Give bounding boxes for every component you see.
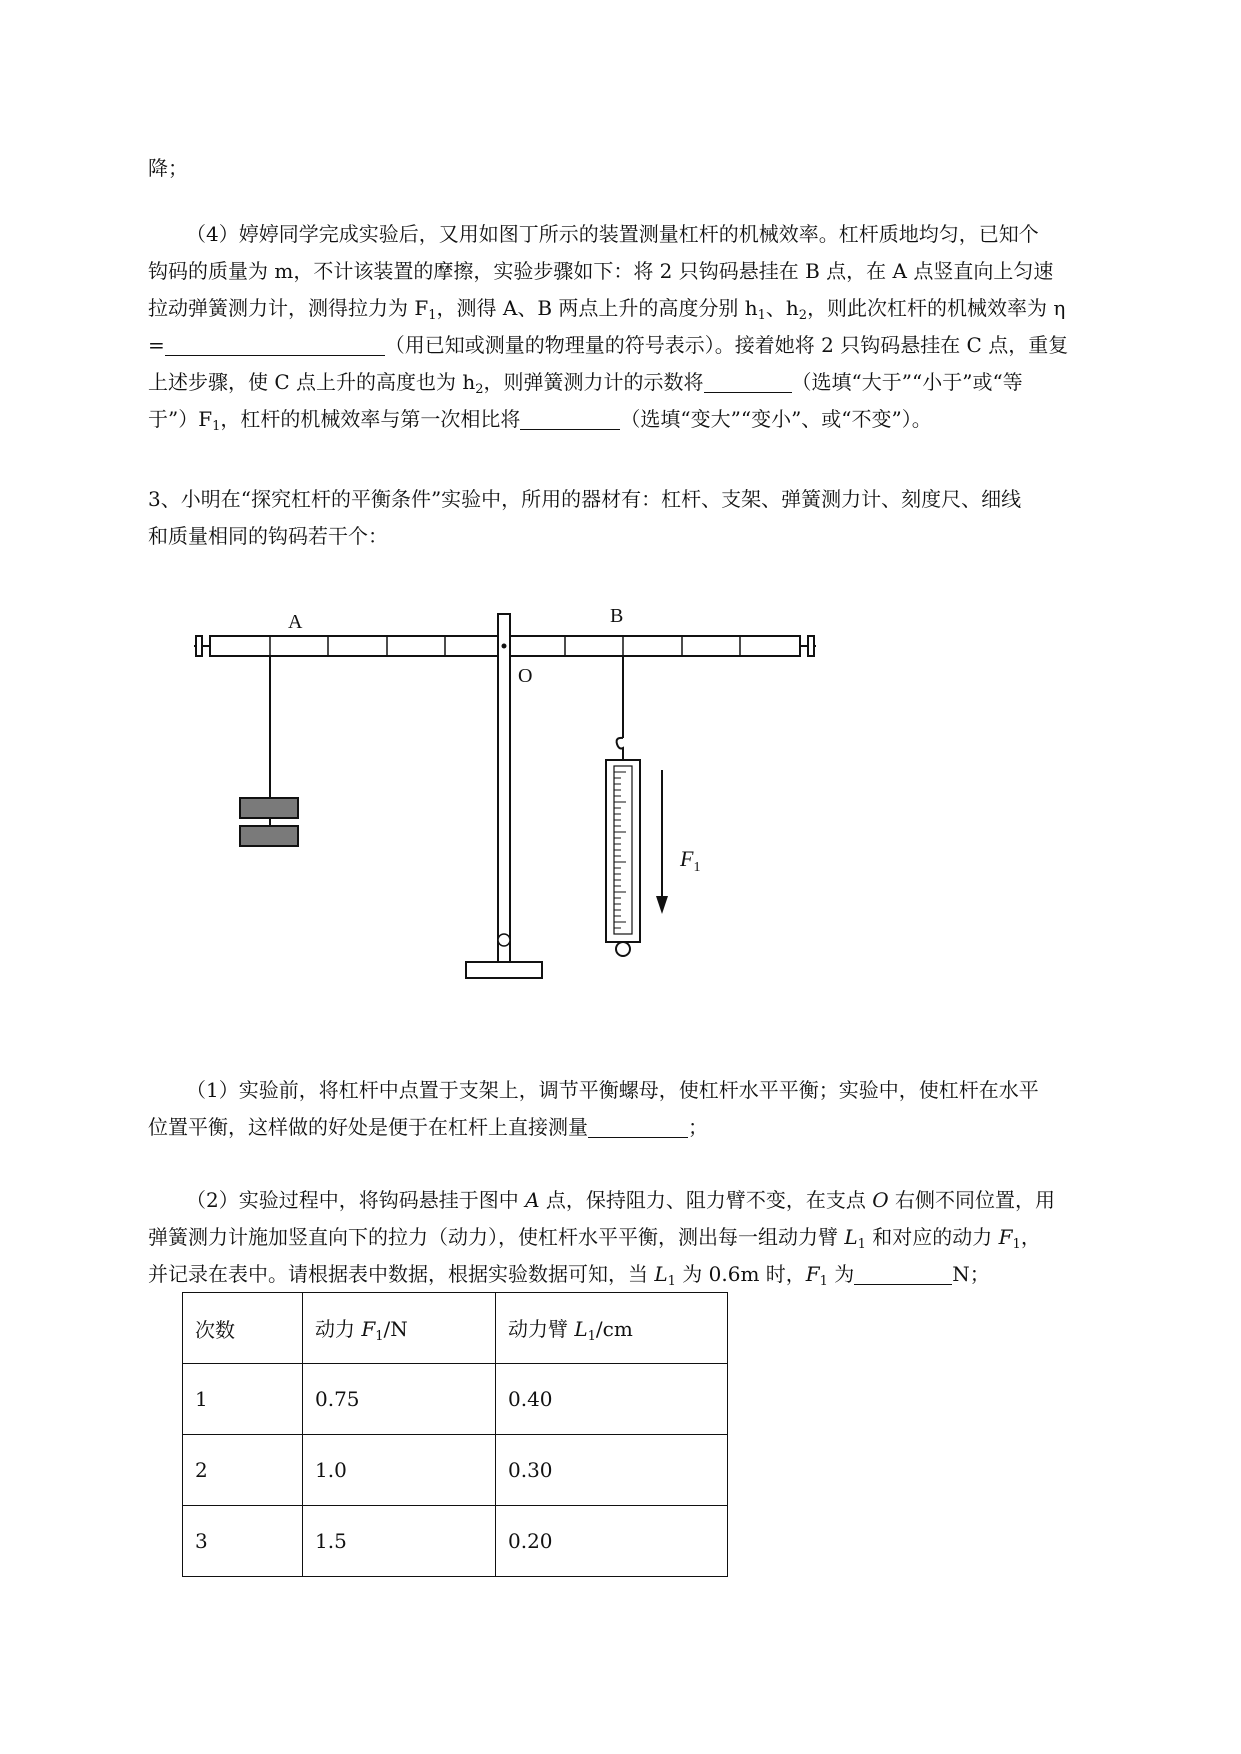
subscript: 1	[667, 1274, 676, 1289]
label-A: A	[288, 611, 303, 633]
point-O-symbol: O	[872, 1188, 889, 1212]
L1-symbol: L	[654, 1262, 668, 1286]
q3-intro-line1-text: 3、小明在“探究杠杆的平衡条件”实验中，所用的器材有：杠杆、支架、弹簧测力计、刻度尺、细线	[148, 487, 1022, 511]
q3-1-line1-text: （1）实验前，将杠杆中点置于支架上，调节平衡螺母，使杠杆水平平衡；实验中，使杠杆在水平	[186, 1078, 1039, 1102]
q2-4-line3-part1: 拉动弹簧测力计，测得拉力为 F	[148, 296, 429, 320]
subscript: 1	[857, 1237, 866, 1252]
q3-intro-line2-text: 和质量相同的钩码若干个：	[148, 524, 388, 548]
cell-count: 2	[183, 1435, 303, 1506]
subscript: 1	[757, 308, 766, 323]
cell-arm: 0.30	[496, 1435, 728, 1506]
header-arm	[496, 1293, 728, 1364]
stand-base	[466, 962, 542, 978]
q2-4-line5-part1: 上述步骤，使 C 点上升的高度也为 h	[148, 370, 476, 394]
point-A-symbol: A	[525, 1188, 540, 1212]
q3-2-line3-part4: N；	[952, 1262, 990, 1286]
q2-4-line6-part3: （选填“变大”“变小”、或“不变”）。	[620, 407, 932, 431]
pivot-point	[502, 644, 507, 649]
equals-sign: =	[148, 333, 165, 357]
q2-4-line4	[148, 327, 1148, 364]
cell-force: 0.75	[303, 1364, 496, 1435]
q2-4-line2-text: 钩码的质量为 m，不计该装置的摩擦，实验步骤如下：将 2 只钩码悬挂在 B 点，在 A 点竖直向上匀速	[148, 259, 1054, 283]
efficiency-change-answer-blank[interactable]	[520, 407, 620, 430]
F1-symbol: F	[805, 1262, 820, 1286]
q2-4-line3-part3: 、h	[765, 296, 799, 320]
cell-count: 1	[183, 1364, 303, 1435]
subscript: 1	[819, 1274, 828, 1289]
q2-4-line5-part3: （选填“大于”“小于”或“等	[791, 370, 1023, 394]
meter-ring	[616, 942, 630, 956]
label-B: B	[610, 605, 624, 627]
left-balance-nut	[194, 636, 210, 656]
subscript: 2	[798, 308, 808, 323]
q2-4-line6-part2: ，杠杆的机械效率与第一次相比将	[220, 407, 521, 431]
q3-2-line1	[148, 1182, 1148, 1219]
meter-hook	[617, 738, 623, 760]
subscript: 1	[587, 1328, 596, 1344]
force-answer-blank[interactable]	[854, 1262, 952, 1285]
cell-arm: 0.40	[496, 1364, 728, 1435]
q3-2-line2-part1: 弹簧测力计施加竖直向下的拉力（动力），使杠杆水平平衡，测出每一组动力臂	[148, 1225, 845, 1249]
measure-answer-blank[interactable]	[588, 1115, 688, 1138]
table-header-row	[183, 1293, 728, 1364]
efficiency-answer-blank[interactable]	[165, 333, 385, 356]
support-stand	[498, 614, 510, 962]
force-label-F1: $F_1$	[680, 846, 701, 875]
continuation-text	[148, 150, 1148, 187]
header-arm-text: 动力臂	[508, 1316, 575, 1341]
q2-4-line2	[148, 253, 1148, 290]
q3-2-line1-part1: （2）实验过程中，将钩码悬挂于图中	[186, 1188, 526, 1212]
stand-screw	[498, 934, 510, 946]
header-arm-unit: /cm	[595, 1316, 633, 1341]
q3-2-line2-part2: 和对应的动力	[865, 1225, 999, 1249]
weight-2	[240, 826, 298, 846]
q3-1-line2-end: ；	[688, 1115, 708, 1139]
cell-force: 1.5	[303, 1506, 496, 1577]
q2-4-line3-part2: ，测得 A、B 两点上升的高度分别 h	[436, 296, 758, 320]
q2-4-line6-part1: 于”）F	[148, 407, 213, 431]
header-force-text: 动力	[315, 1316, 362, 1341]
L1-symbol: L	[844, 1225, 858, 1249]
q3-2-line2-part3: ，	[1020, 1225, 1041, 1249]
subscript: 1	[212, 419, 221, 434]
weight-1	[240, 798, 298, 818]
table-row	[183, 1364, 728, 1435]
cell-arm: 0.20	[496, 1506, 728, 1577]
subscript: 1	[1012, 1237, 1021, 1252]
q3-1-line1	[148, 1072, 1148, 1109]
force-arrow-head	[656, 896, 668, 914]
header-count-text: 次数	[195, 1317, 235, 1342]
header-force-var: F	[361, 1316, 376, 1341]
q2-4-line3-part4: ，则此次杠杆的机械效率为 η	[807, 296, 1066, 320]
subscript: 1	[428, 308, 437, 323]
q2-4-line5-part2: ，则弹簧测力计的示数将	[483, 370, 704, 394]
label-O: O	[518, 665, 533, 687]
q3-2-line3-part3: 为	[827, 1262, 855, 1286]
q2-4-line1	[148, 216, 1148, 253]
table-row	[183, 1435, 728, 1506]
q3-2-line1-part2: 点，保持阻力、阻力臂不变，在支点	[539, 1188, 873, 1212]
cell-force: 1.0	[303, 1435, 496, 1506]
continuation-text-content: 降；	[148, 156, 188, 180]
q3-2-line3-part1: 并记录在表中。请根据表中数据，根据实验数据可知，当	[148, 1262, 655, 1286]
q3-1-line2-text: 位置平衡，这样做的好处是便于在杠杆上直接测量	[148, 1115, 588, 1139]
q3-intro-line2	[148, 518, 1148, 555]
table-row	[183, 1506, 728, 1577]
data-table	[182, 1292, 728, 1577]
right-balance-nut	[800, 636, 816, 656]
q3-2-line3-part2: 为 0.6m 时，	[675, 1262, 806, 1286]
q2-4-line1-text: （4）婷婷同学完成实验后，又用如图丁所示的装置测量杠杆的机械效率。杠杆质地均匀，已知个	[186, 222, 1039, 246]
header-force	[303, 1293, 496, 1364]
F1-symbol: F	[998, 1225, 1013, 1249]
header-arm-var: L	[574, 1316, 588, 1341]
cell-count: 3	[183, 1506, 303, 1577]
q3-1-line2	[148, 1109, 1148, 1146]
q2-4-line6	[148, 401, 1148, 445]
subscript: 2	[475, 382, 484, 397]
q2-4-line4-text: （用已知或测量的物理量的符号表示）。接着她将 2 只钩码悬挂在 C 点，重复	[384, 333, 1069, 357]
header-count	[183, 1293, 303, 1364]
q3-intro-line1	[148, 481, 1148, 518]
reading-answer-blank[interactable]	[704, 370, 792, 393]
header-force-unit: /N	[383, 1316, 408, 1341]
lever-apparatus-figure	[180, 600, 840, 1040]
subscript: 1	[375, 1328, 384, 1344]
q3-2-line1-part3: 右侧不同位置，用	[888, 1188, 1056, 1212]
